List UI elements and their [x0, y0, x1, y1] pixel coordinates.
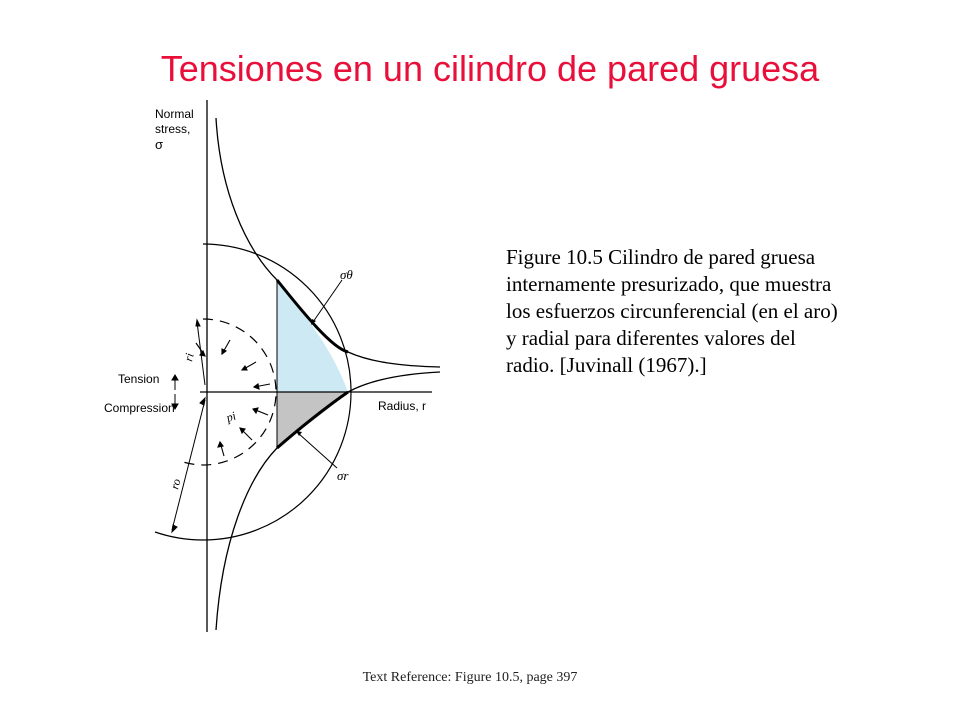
- y-axis-label-line1: Normal: [155, 107, 194, 121]
- radial-stress-label: σr: [337, 468, 349, 483]
- hoop-stress-curve: [216, 118, 440, 367]
- slide-title: Tensiones en un cilindro de pared gruesa: [160, 48, 820, 89]
- pressure-label: pi: [224, 408, 238, 425]
- radius-label: Radius, r: [378, 399, 427, 413]
- tension-label: Tension: [118, 372, 160, 386]
- inner-radius-label: ri: [181, 351, 197, 363]
- caption-line: internamente presurizado, que muestra: [506, 272, 832, 296]
- figure-caption: [506, 244, 906, 379]
- stress-diagram: [100, 100, 450, 640]
- caption-line: los esfuerzos circunferencial (en el aro): [506, 299, 838, 323]
- hoop-stress-label: σθ: [340, 267, 353, 282]
- caption-line: y radial para diferentes valores del: [506, 326, 796, 350]
- text-reference: Text Reference: Figure 10.5, page 397: [362, 670, 578, 685]
- y-axis-label-line3: σ: [155, 137, 164, 152]
- caption-line: Figure 10.5 Cilindro de pared gruesa: [506, 245, 816, 269]
- outer-radius-label: ro: [167, 477, 184, 491]
- compression-label: Compression: [104, 401, 175, 415]
- outer-radius-dimension: [172, 398, 205, 532]
- y-axis-label-line2: stress,: [155, 122, 191, 136]
- caption-line: radio. [Juvinall (1967).]: [506, 353, 707, 377]
- hoop-stress-region: [277, 280, 348, 392]
